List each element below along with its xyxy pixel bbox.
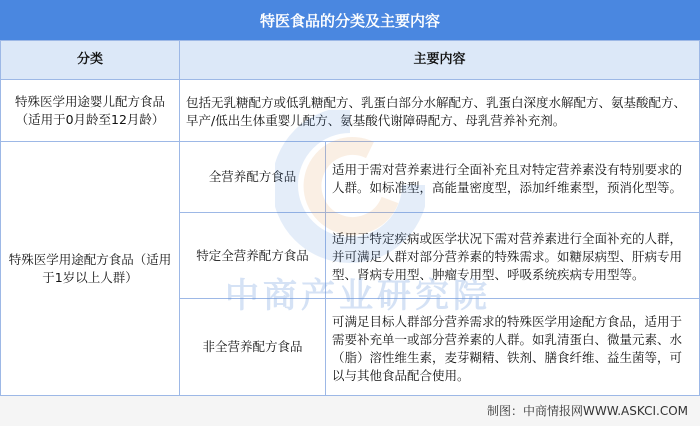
subtype-specific-full-nutrition: 特定全营养配方食品 [179,212,326,299]
watermark-text: 中商产业研究院 [225,276,491,316]
content-full-nutrition: 适用于需对营养素进行全面补充且对特定营养素没有特别要求的人群。如标准型，高能量密度型，添加纤维素型，预消化型等。 [325,141,700,213]
header-content: 主要内容 [179,40,700,80]
table-title: 特医食品的分类及主要内容 [0,0,700,40]
adult-category: 特殊医学用途配方食品（适用于1岁以上人群） [0,141,180,396]
footer [0,396,700,426]
header-category: 分类 [0,40,180,80]
content-specific-full-nutrition: 适用于特定疾病或医学状况下需对营养素进行全面补充的人群，并可满足人群对部分营养素的特殊需求。如糖尿病型、肝病专用型、肾病专用型、肿瘤专用型、呼吸系统疾病专用型等。 [325,212,700,299]
content-non-full-nutrition: 可满足目标人群部分营养需求的特殊医学用途配方食品，适用于需要补充单一或部分营养素的人群。如乳清蛋白、微量元素、水（脂）溶性维生素，麦芽糊精、铁剂、膳食纤维、益生菌等，可以与其他食品配合使用。 [325,298,700,396]
subtype-full-nutrition: 全营养配方食品 [179,141,326,213]
infant-category: 特殊医学用途婴儿配方食品（适用于0月龄至12月龄） [0,79,180,142]
classification-table [0,40,700,396]
subtype-non-full-nutrition: 非全营养配方食品 [179,298,326,396]
source-credit: 制图：中商情报网WWW.ASKCI.COM [487,404,688,418]
infant-content: 包括无乳糖配方或低乳糖配方、乳蛋白部分水解配方、乳蛋白深度水解配方、氨基酸配方、早产/低出生体重婴儿配方、氨基酸代谢障碍配方、母乳营养补充剂。 [179,79,700,142]
